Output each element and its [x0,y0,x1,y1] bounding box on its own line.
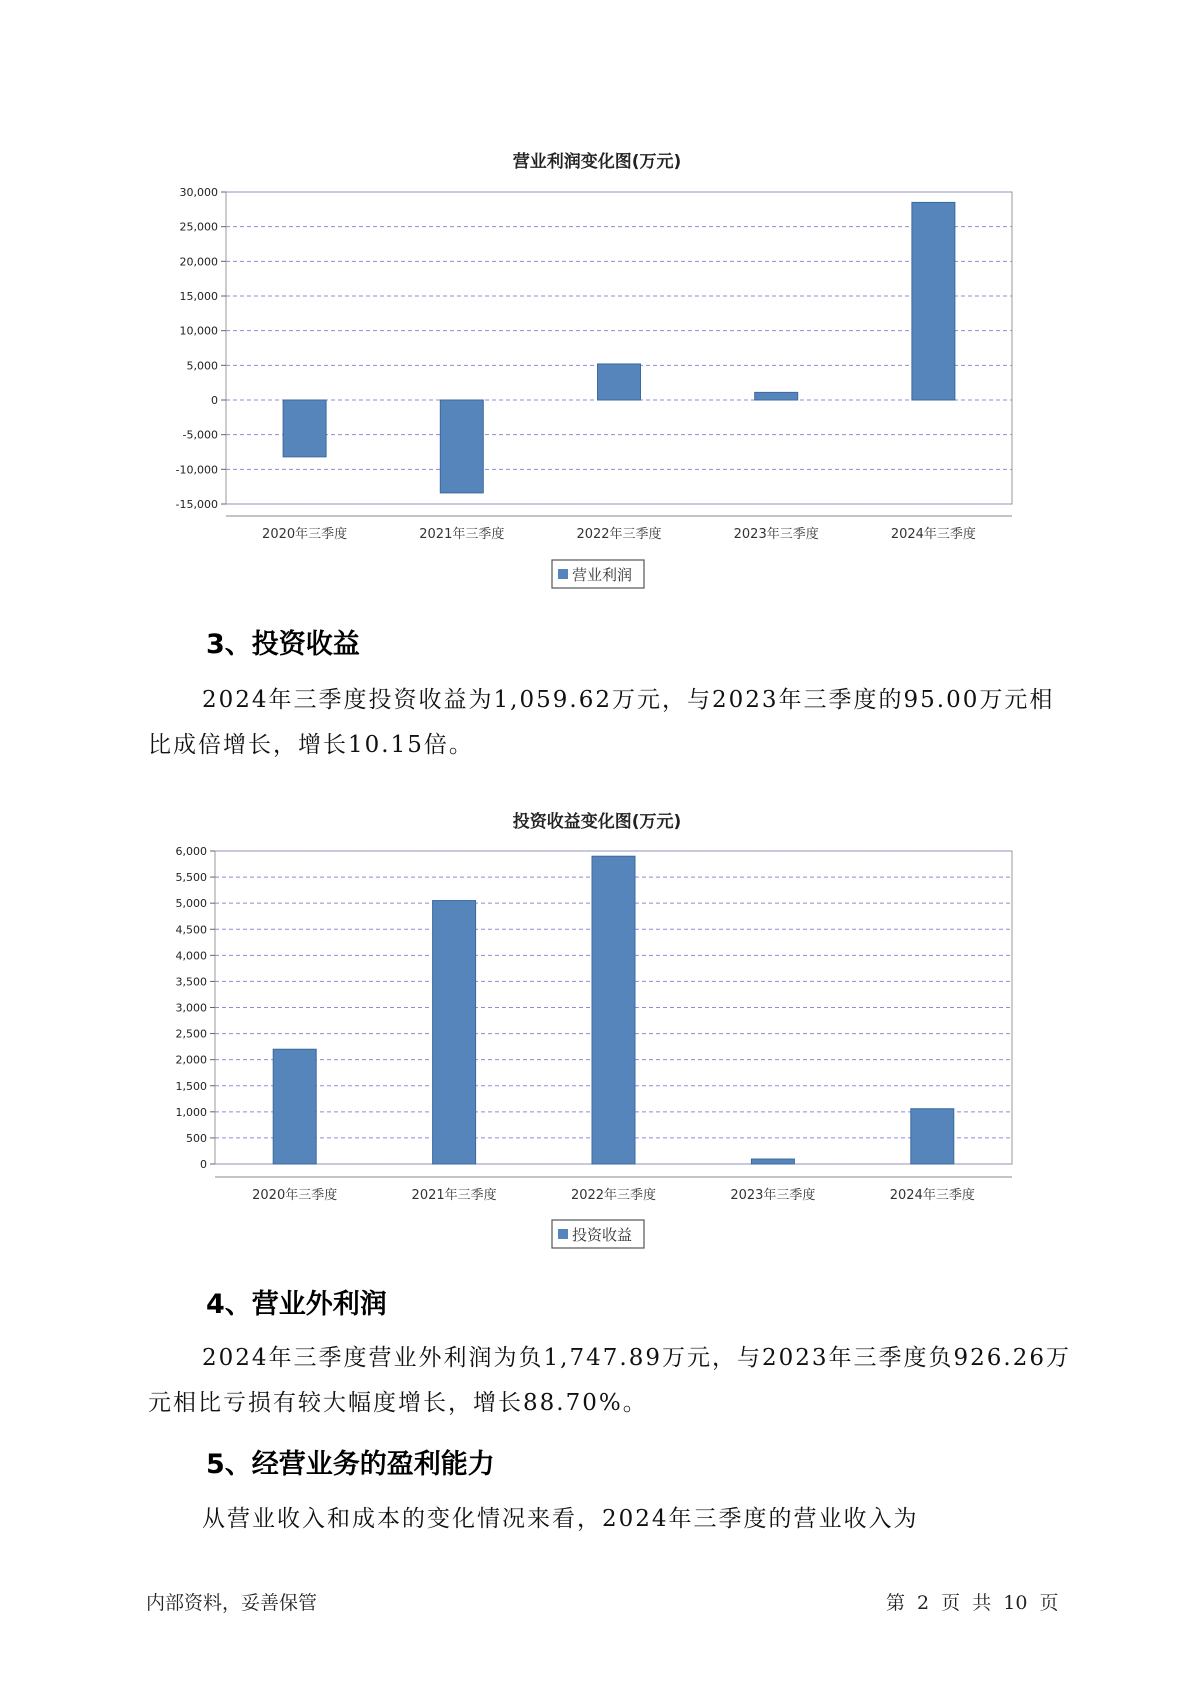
chart-2-legend-swatch [558,1229,568,1239]
chart-2-y-tick-label: 4,000 [175,949,207,963]
chart-1-x-tick-label: 2024年三季度 [890,527,976,542]
chart-1-bar [755,392,798,400]
chart-2-x-tick-label: 2024年三季度 [889,1188,975,1203]
chart-2-y-tick-label: 2,500 [175,1027,207,1041]
section-5-heading: 5、经营业务的盈利能力 [206,1449,495,1480]
chart-1-legend-label: 营业利润 [572,566,633,584]
section-3-heading: 3、投资收益 [206,629,360,660]
chart-1-bar [912,202,955,400]
chart-1-y-tick-label: 25,000 [179,220,218,234]
chart-1-y-tick-label: -10,000 [175,463,218,477]
section-3-paragraph: 2024年三季度投资收益为1,059.62万元，与2023年三季度的95.00万元相比成倍增长，增长10.15倍。 [148,687,1055,758]
chart-2-y-tick-label: 500 [186,1131,207,1145]
chart-2-y-tick-label: 3,000 [175,1001,207,1015]
chart-2-y-tick-label: 2,000 [175,1053,207,1067]
footer-page-number: 第 2 页 共 10 页 [886,1592,1059,1614]
chart-1-y-tick-label: 0 [211,394,218,407]
chart-1-y-tick-label: 5,000 [186,359,218,373]
chart-2-y-tick-label: 0 [200,1158,207,1171]
chart-1-title: 营业利润变化图(万元) [512,152,682,172]
chart-1-y-tick-label: 10,000 [179,324,218,338]
chart-1-y-tick-label: 30,000 [179,186,218,199]
chart-2-x-tick-label: 2022年三季度 [570,1188,657,1203]
chart-2-y-tick-label: 3,500 [175,975,207,989]
operating-profit-chart [0,140,1191,600]
chart-2-y-tick-label: 4,500 [175,923,207,937]
chart-1-y-tick-label: -5,000 [182,428,218,442]
chart-2-x-tick-label: 2023年三季度 [730,1188,816,1203]
operating-profit-chart-svg [0,140,1191,600]
investment-income-chart [0,800,1191,1250]
chart-2-y-tick-label: 5,000 [175,897,207,911]
chart-1-y-tick-label: -15,000 [175,498,218,511]
chart-1-x-tick-label: 2022年三季度 [576,527,662,542]
chart-1-bar [440,400,483,493]
footer-confidential-note: 内部资料，妥善保管 [146,1592,318,1614]
chart-2-x-tick-label: 2021年三季度 [411,1188,497,1203]
section-4-paragraph: 2024年三季度营业外利润为负1,747.89万元，与2023年三季度负926.26万元相比亏损有较大幅度增长，增长88.70%。 [148,1345,1071,1416]
chart-2-legend-label: 投资收益 [572,1226,633,1244]
chart-1-y-tick-label: 15,000 [179,290,218,303]
chart-2-bar [911,1109,954,1164]
chart-2-bar [273,1049,316,1164]
chart-1-bar [283,400,326,457]
chart-2-bar [751,1159,794,1164]
chart-2-y-tick-label: 5,500 [175,871,207,885]
chart-1-bar [598,364,641,400]
section-5-paragraph: 从营业收入和成本的变化情况来看，2024年三季度的营业收入为 [202,1506,919,1532]
chart-2-x-tick-label: 2020年三季度 [252,1188,338,1203]
chart-2-bar [433,901,476,1164]
investment-income-chart-svg [0,800,1191,1250]
chart-1-plot-area [226,192,1012,504]
chart-2-bar [592,856,635,1164]
chart-2-y-tick-label: 1,500 [175,1079,207,1093]
chart-1-x-tick-label: 2023年三季度 [733,527,819,542]
section-4-heading: 4、营业外利润 [206,1289,387,1320]
chart-2-y-tick-label: 1,000 [175,1105,207,1119]
chart-1-y-tick-label: 20,000 [179,255,218,269]
chart-1-x-tick-label: 2020年三季度 [262,527,348,542]
chart-2-title: 投资收益变化图(万元) [512,812,682,832]
chart-2-y-tick-label: 6,000 [175,845,207,858]
chart-1-legend-swatch [558,569,568,579]
chart-1-x-tick-label: 2021年三季度 [419,527,505,542]
